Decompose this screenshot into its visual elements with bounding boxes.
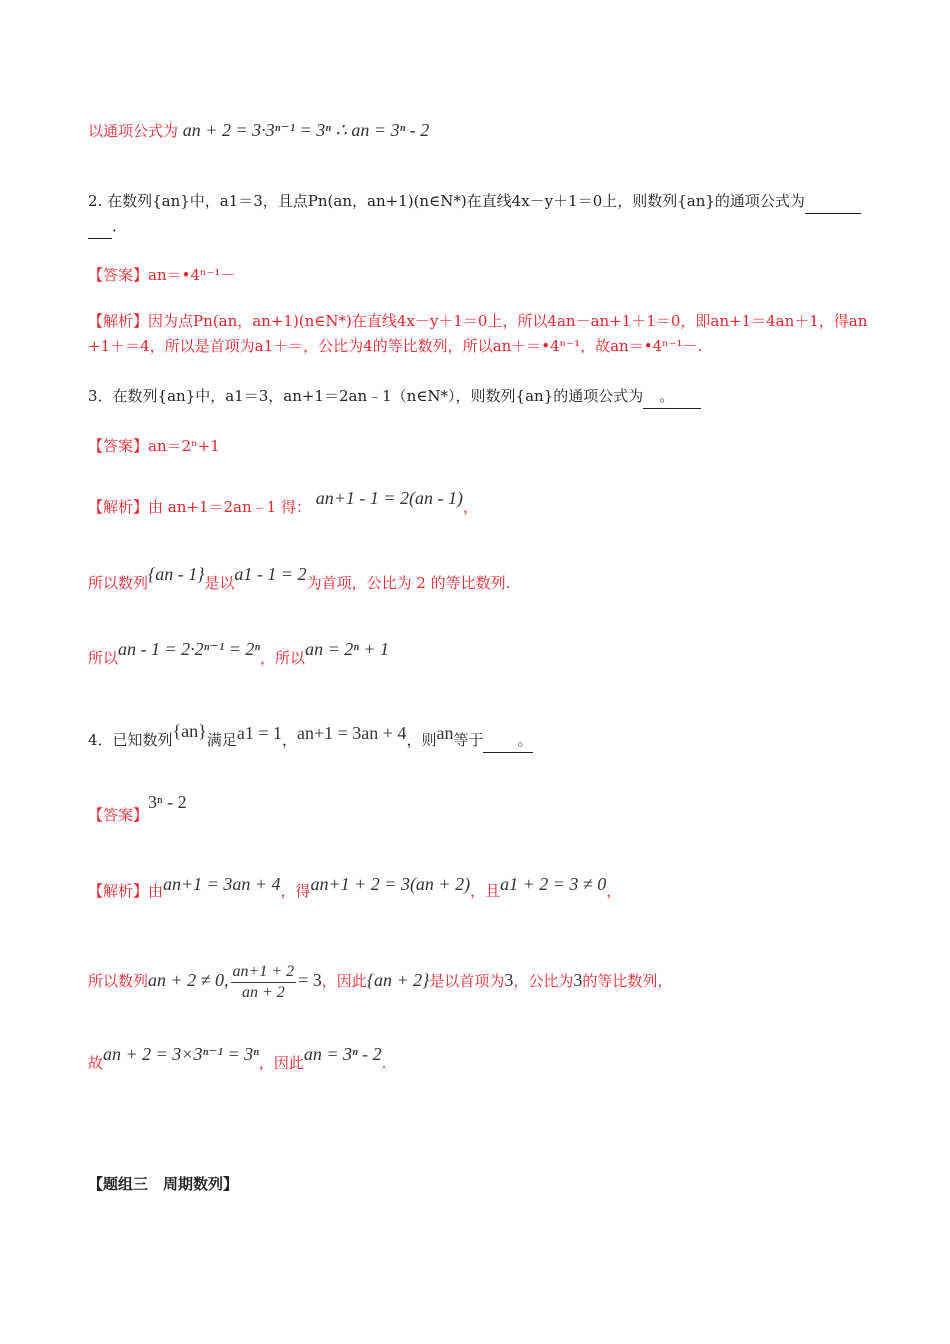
analysis-tag: 【解析】 <box>88 882 149 900</box>
q4-analysis-1: 【解析】由an+1 = 3an + 4，得an+1 + 2 = 3(an + 2)，且a1 + 2 = 3 ≠ 0， <box>88 874 622 900</box>
q4-stem: 4．已知数列{an}满足a1 = 1，an+1 = 3an + 4，则an等于 。 <box>88 727 864 753</box>
intro-label: 以通项公式为 <box>88 122 179 140</box>
q3-analysis-3: 所以an - 1 = 2·2ⁿ⁻¹ = 2ⁿ，所以an = 2ⁿ + 1 <box>88 639 390 667</box>
intro-formula: an + 2 = 3·3ⁿ⁻¹ = 3ⁿ ∴ an = 3ⁿ - 2 <box>182 120 430 140</box>
q3-answer: 【答案】an＝2ⁿ+1 <box>88 437 220 455</box>
q2-analysis-1: 【解析】因为点Pn(an，an+1)(n∈N*)在直线4x－y＋1＝0上，所以4an－an+1＋1＝0，即an+1＝4an＋1，得an <box>88 312 868 330</box>
analysis-tag: 【解析】 <box>88 312 149 330</box>
analysis-tag: 【解析】 <box>88 498 149 516</box>
q3-stem: 3．在数列{an}中，a1＝3，an+1＝2an﹣1（n∈N*），则数列{an}的通项公式为 。 <box>88 384 864 409</box>
q4-analysis-3: 故an + 2 = 3×3ⁿ⁻¹ = 3ⁿ，因此an = 3ⁿ - 2. <box>88 1044 387 1072</box>
answer-tag: 【答案】 <box>88 806 149 824</box>
q3-set: {an - 1} <box>148 564 205 584</box>
q4-analysis-2: 所以数列an + 2 ≠ 0, $\frac{an+1 + 2}{an + 2}$ = 3，因此{an + 2}是以首项为3，公比为3的等比数列， <box>88 962 673 1001</box>
q3-formula-2: a1 - 1 = 2 <box>234 564 307 584</box>
q4-set: {an} <box>172 721 207 741</box>
q3-analysis-2: 所以数列{an - 1}是以a1 - 1 = 2为首项，公比为 2 的等比数列. <box>88 564 511 592</box>
q2-analysis-2: +1＋＝4，所以是首项为a1＋＝，公比为4的等比数列，所以an＋＝•4ⁿ⁻¹，故an＝•4ⁿ⁻¹－. <box>88 337 703 355</box>
q2-stem: 2. 在数列{an}中，a1＝3，且点Pn(an，an+1)(n∈N*)在直线4x－y＋1＝0上，则数列{an}的通项公式为 <box>88 189 864 214</box>
q3-formula-4: an = 2ⁿ + 1 <box>305 639 390 659</box>
q3-analysis-1: 【解析】由 an+1＝2an﹣1 得： an+1 - 1 = 2(an - 1)， <box>88 488 479 516</box>
q3-formula-1: an+1 - 1 = 2(an - 1) <box>315 488 464 508</box>
q4-fraction: $\frac{an+1 + 2}{an + 2}$ <box>232 962 295 1001</box>
section-heading: 【题组三 周期数列】 <box>88 1175 239 1193</box>
q4-answer: 【答案】3ⁿ - 2 <box>88 792 187 824</box>
intro-line <box>88 118 864 143</box>
answer-tag: 【答案】 <box>88 437 149 455</box>
answer-tag: 【答案】 <box>88 266 149 284</box>
q3-formula-3: an - 1 = 2·2ⁿ⁻¹ = 2ⁿ <box>118 639 261 659</box>
q2-answer: 【答案】an＝•4ⁿ⁻¹－ <box>88 266 236 284</box>
q2-blank-line: ． <box>88 214 864 239</box>
